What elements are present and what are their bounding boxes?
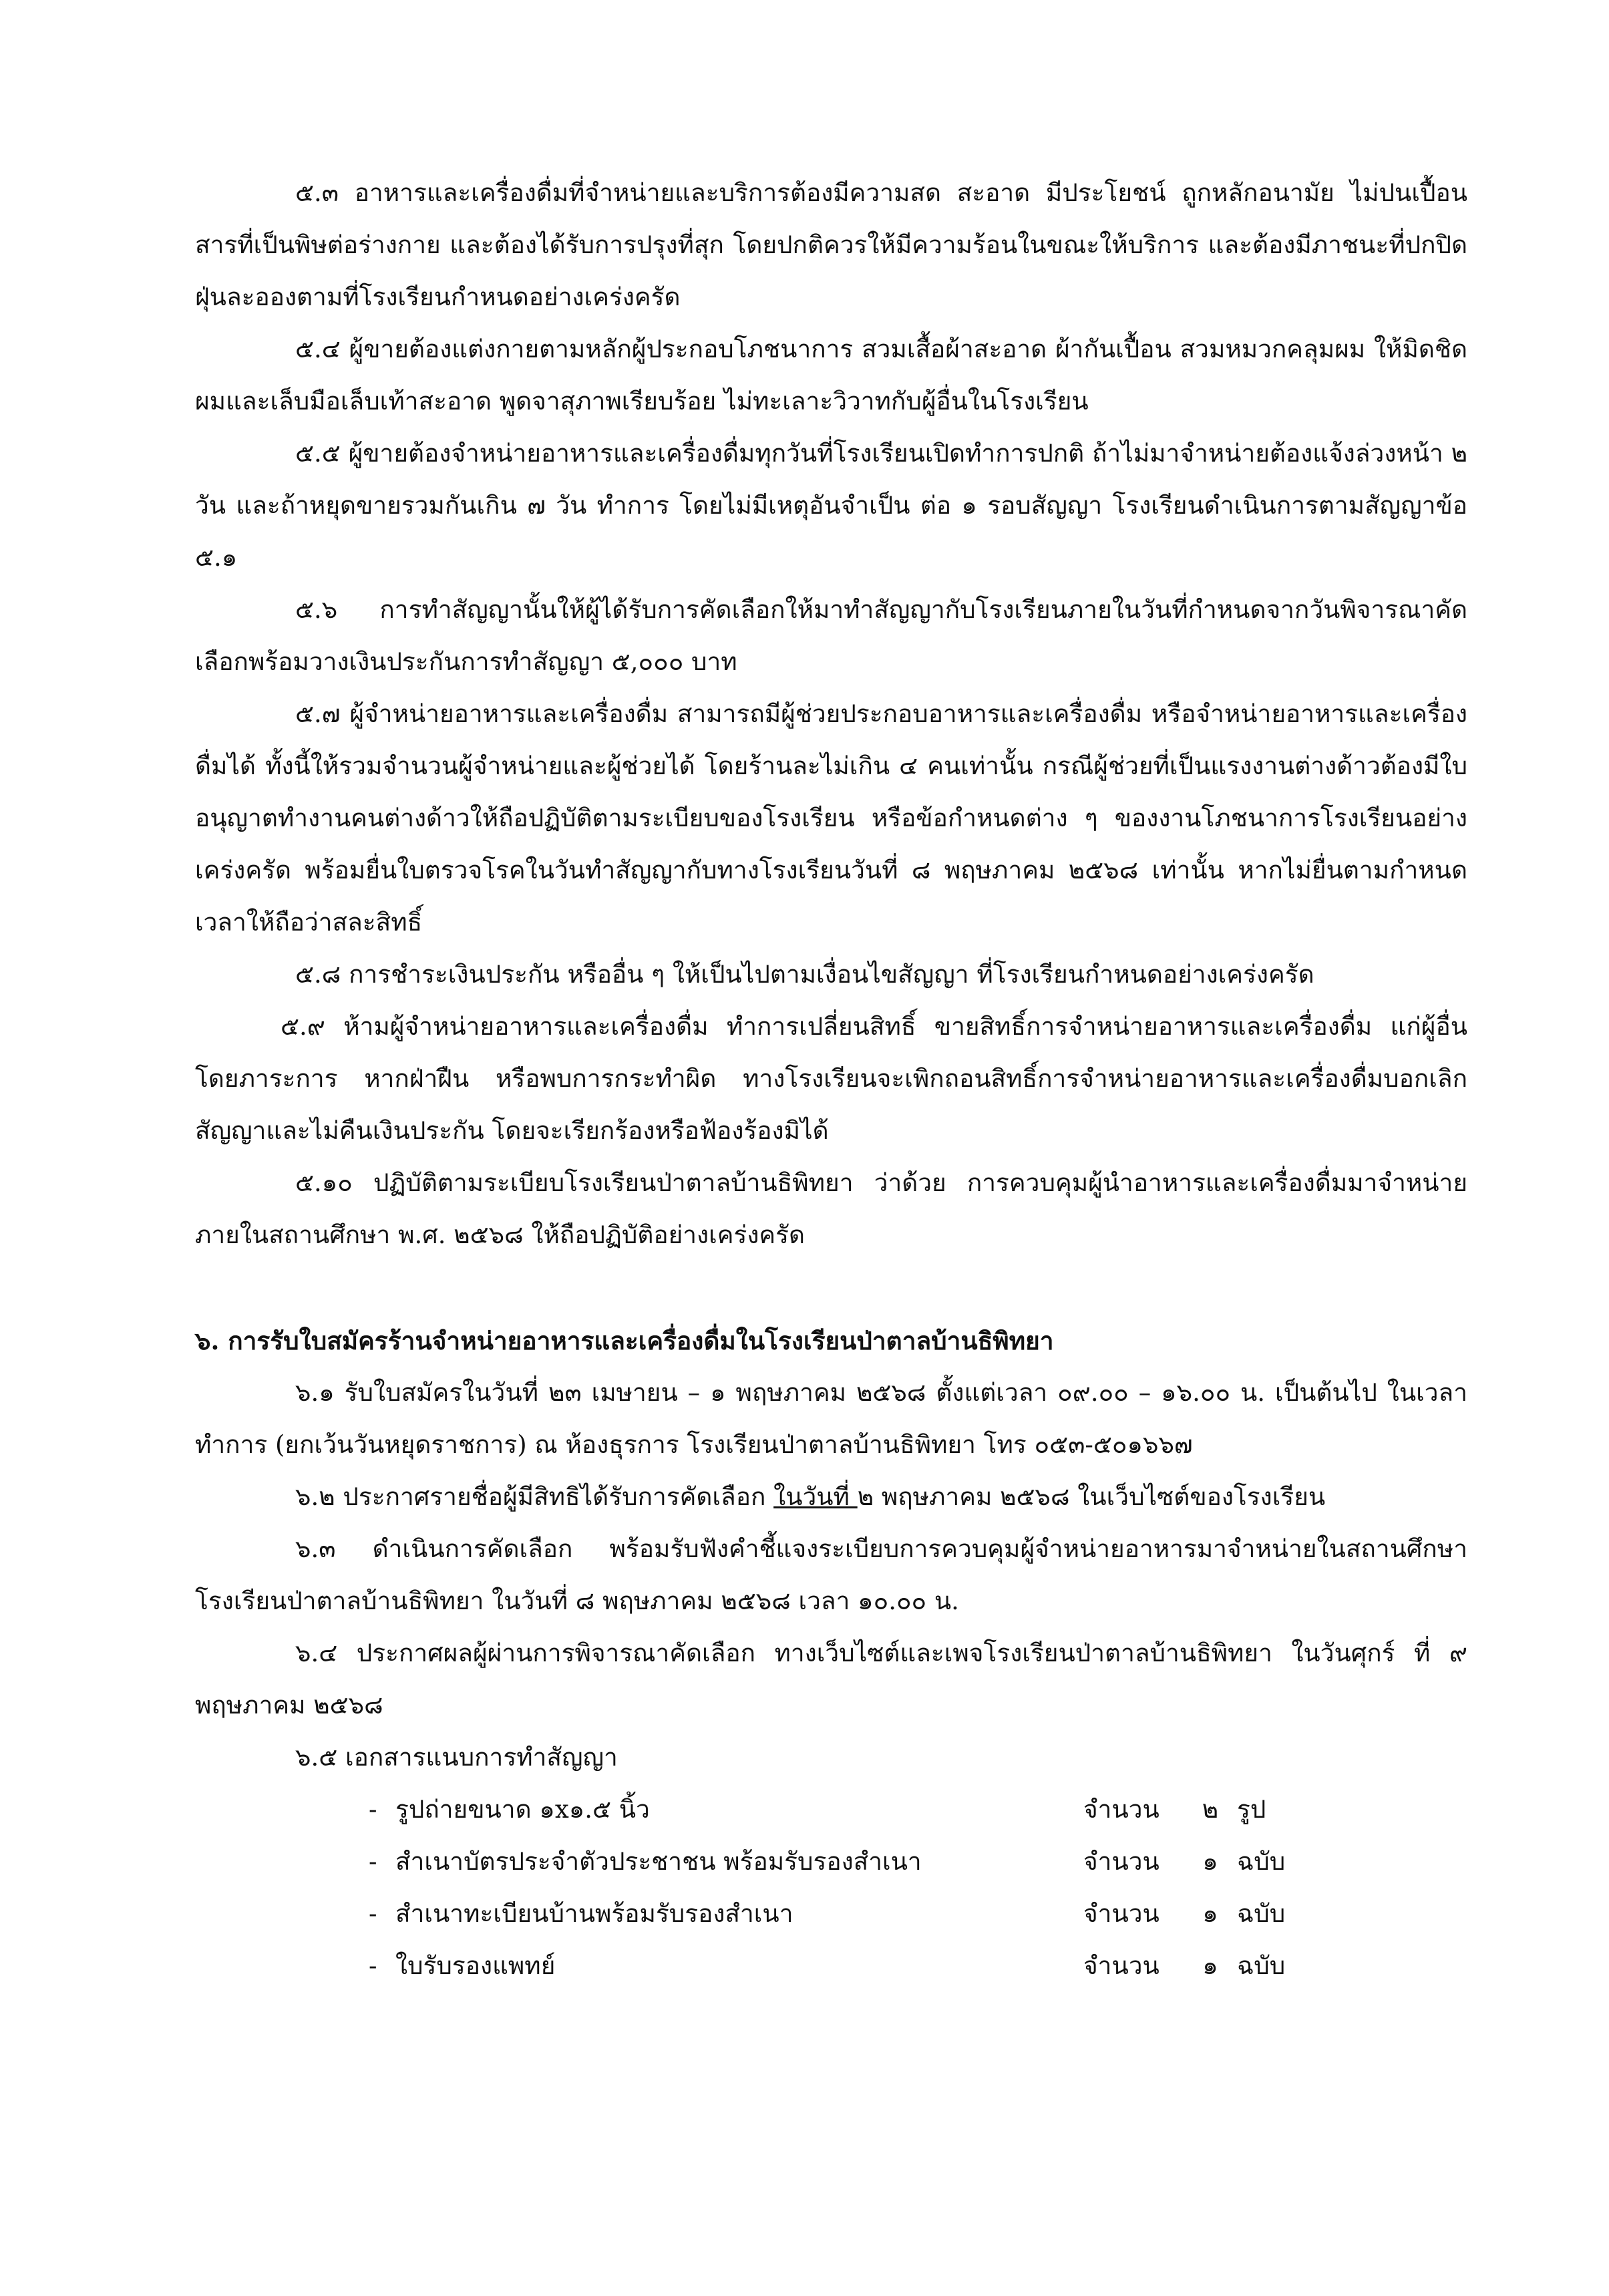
document-count: ๑ [1202, 1951, 1218, 1980]
clause-6-4: ๖.๔ ประกาศผลผู้ผ่านการพิจารณาคัดเลือก ทางเว็บไซต์และเพจโรงเรียนป่าตาลบ้านธิพิทยา ในวันศุกร์ ที่ ๙ พฤษภาคม ๒๕๖๘ [195, 1639, 1467, 1719]
document-body [195, 167, 1467, 1992]
count-label: จำนวน [1083, 1951, 1159, 1980]
document-name: รูปถ่ายขนาด ๑x๑.๕ นิ้ว [395, 1795, 650, 1824]
document-unit: ฉบับ [1237, 1951, 1286, 1980]
document-count: ๒ [1202, 1795, 1219, 1824]
document-unit: ฉบับ [1237, 1899, 1286, 1928]
clause-5-7: ๕.๗ ผู้จำหน่ายอาหารและเครื่องดื่ม สามารถมีผู้ช่วยประกอบอาหารและเครื่องดื่ม หรือจำหน่ายอาหารและเครื่องดื่มได้ ทั้งนี้ให้รวมจำนวนผู้จำหน่ายและผู้ช่วยได้ โดยร้านละไม่เกิน ๔ คนเท่านั้น กรณีผู้ช่วยที่เป็นแรงงานต่างด้าวต้องมีใบอนุญาตทำงานคนต่างด้าวให้ถือปฏิบัติตามระเบียบของโรงเรียน หรือข้อกำหนดต่าง ๆ ของงานโภชนาการโรงเรียนอย่างเคร่งครัด พร้อมยื่นใบตรวจโรคในวันทำสัญญากับทางโรงเรียนวันที่ ๘ พฤษภาคม ๒๕๖๘ เท่านั้น หากไม่ยื่นตามกำหนดเวลาให้ถือว่าสละสิทธิ์ [195, 699, 1467, 937]
clause-5-3: ๕.๓ อาหารและเครื่องดื่มที่จำหน่ายและบริการต้องมีความสด สะอาด มีประโยชน์ ถูกหลักอนามัย ไม่ปนเปื้อนสารที่เป็นพิษต่อร่างกาย และต้องได้รับการปรุงที่สุก โดยปกติควรให้มีความร้อนในขณะให้บริการ และต้องมีภาชนะที่ปกปิดฝุ่นละอองตามที่โรงเรียนกำหนดอย่างเคร่งครัด [195, 178, 1467, 311]
list-item [195, 1888, 1467, 1940]
document-name: สำเนาบัตรประจำตัวประชาชน พร้อมรับรองสำเนา [395, 1847, 922, 1876]
clause-6-2-text-after: ๒ พฤษภาคม ๒๕๖๘ ในเว็บไซต์ของโรงเรียน [857, 1482, 1326, 1511]
document-unit: ฉบับ [1237, 1847, 1286, 1876]
clause-6-3: ๖.๓ ดำเนินการคัดเลือก พร้อมรับฟังคำชี้แจงระเบียบการควบคุมผู้จำหน่ายอาหารมาจำหน่ายในสถานศึกษาโรงเรียนป่าตาลบ้านธิพิทยา ในวันที่ ๘ พฤษภาคม ๒๕๖๘ เวลา ๑๐.๐๐ น. [195, 1534, 1467, 1615]
clause-6-5: ๖.๕ เอกสารแนบการทำสัญญา [295, 1743, 618, 1772]
clause-6-2 [195, 1471, 1467, 1523]
document-name: ใบรับรองแพทย์ [395, 1951, 556, 1980]
section-6-heading: ๖. การรับใบสมัครร้านจำหน่ายอาหารและเครื่องดื่มในโรงเรียนป่าตาลบ้านธิพิทยา [195, 1326, 1054, 1355]
count-label: จำนวน [1083, 1899, 1159, 1928]
clause-5-10: ๕.๑๐ ปฏิบัติตามระเบียบโรงเรียนป่าตาลบ้านธิพิทยา ว่าด้วย การควบคุมผู้นำอาหารและเครื่องดื่มมาจำหน่ายภายในสถานศึกษา พ.ศ. ๒๕๖๘ ให้ถือปฏิบัติอย่างเคร่งครัด [195, 1168, 1467, 1249]
document-name: สำเนาทะเบียนบ้านพร้อมรับรองสำเนา [395, 1899, 793, 1928]
list-item [195, 1940, 1467, 1992]
count-label: จำนวน [1083, 1847, 1159, 1876]
document-unit: รูป [1237, 1795, 1266, 1824]
attached-documents-list [195, 1784, 1467, 1992]
clause-6-2-underlined-text: ในวันที่ [773, 1482, 858, 1511]
clause-5-5: ๕.๕ ผู้ขายต้องจำหน่ายอาหารและเครื่องดื่มทุกวันที่โรงเรียนเปิดทำการปกติ ถ้าไม่มาจำหน่ายต้องแจ้งล่วงหน้า ๒ วัน และถ้าหยุดขายรวมกันเกิน ๗ วัน ทำการ โดยไม่มีเหตุอันจำเป็น ต่อ ๑ รอบสัญญา โรงเรียนดำเนินการตามสัญญาข้อ ๕.๑ [195, 439, 1467, 572]
clause-5-9: ๕.๙ ห้ามผู้จำหน่ายอาหารและเครื่องดื่ม ทำการเปลี่ยนสิทธิ์ ขายสิทธิ์การจำหน่ายอาหารและเครื่องดื่ม แก่ผู้อื่นโดยภาระการ หากฝ่าฝืน หรือพบการกระทำผิด ทางโรงเรียนจะเพิกถอนสิทธิ์การจำหน่ายอาหารและเครื่องดื่มบอกเลิกสัญญาและไม่คืนเงินประกัน โดยจะเรียกร้องหรือฟ้องร้องมิได้ [195, 1012, 1467, 1145]
list-dash: - [369, 1847, 377, 1876]
clause-5-4: ๕.๔ ผู้ขายต้องแต่งกายตามหลักผู้ประกอบโภชนาการ สวมเสื้อผ้าสะอาด ผ้ากันเปื้อน สวมหมวกคลุมผม ให้มิดชิดผมและเล็บมือเล็บเท้าสะอาด พูดจาสุภาพเรียบร้อย ไม่ทะเลาะวิวาทกับผู้อื่นในโรงเรียน [195, 335, 1467, 416]
list-dash: - [369, 1899, 377, 1928]
list-dash: - [369, 1951, 377, 1980]
document-count: ๑ [1202, 1899, 1218, 1928]
list-item [195, 1784, 1467, 1836]
clause-6-1: ๖.๑ รับใบสมัครในวันที่ ๒๓ เมษายน – ๑ พฤษภาคม ๒๕๖๘ ตั้งแต่เวลา ๐๙.๐๐ – ๑๖.๐๐ น. เป็นต้นไป ในเวลาทำการ (ยกเว้นวันหยุดราชการ) ณ ห้องธุรการ โรงเรียนป่าตาลบ้านธิพิทยา โทร ๐๕๓-๕๐๑๖๖๗ [195, 1378, 1467, 1459]
clause-6-2-text-before: ๖.๒ ประกาศรายชื่อผู้มีสิทธิได้รับการคัดเลือก [295, 1482, 774, 1511]
document-count: ๑ [1202, 1847, 1218, 1876]
count-label: จำนวน [1083, 1795, 1159, 1824]
clause-5-8: ๕.๘ การชำระเงินประกัน หรืออื่น ๆ ให้เป็นไปตามเงื่อนไขสัญญา ที่โรงเรียนกำหนดอย่างเคร่งครัด [295, 960, 1314, 989]
list-item [195, 1836, 1467, 1888]
clause-5-6: ๕.๖ การทำสัญญานั้นให้ผู้ได้รับการคัดเลือกให้มาทำสัญญากับโรงเรียนภายในวันที่กำหนดจากวันพิจารณาคัดเลือกพร้อมวางเงินประกันการทำสัญญา ๕,๐๐๐ บาท [195, 595, 1467, 676]
list-dash: - [369, 1795, 377, 1824]
